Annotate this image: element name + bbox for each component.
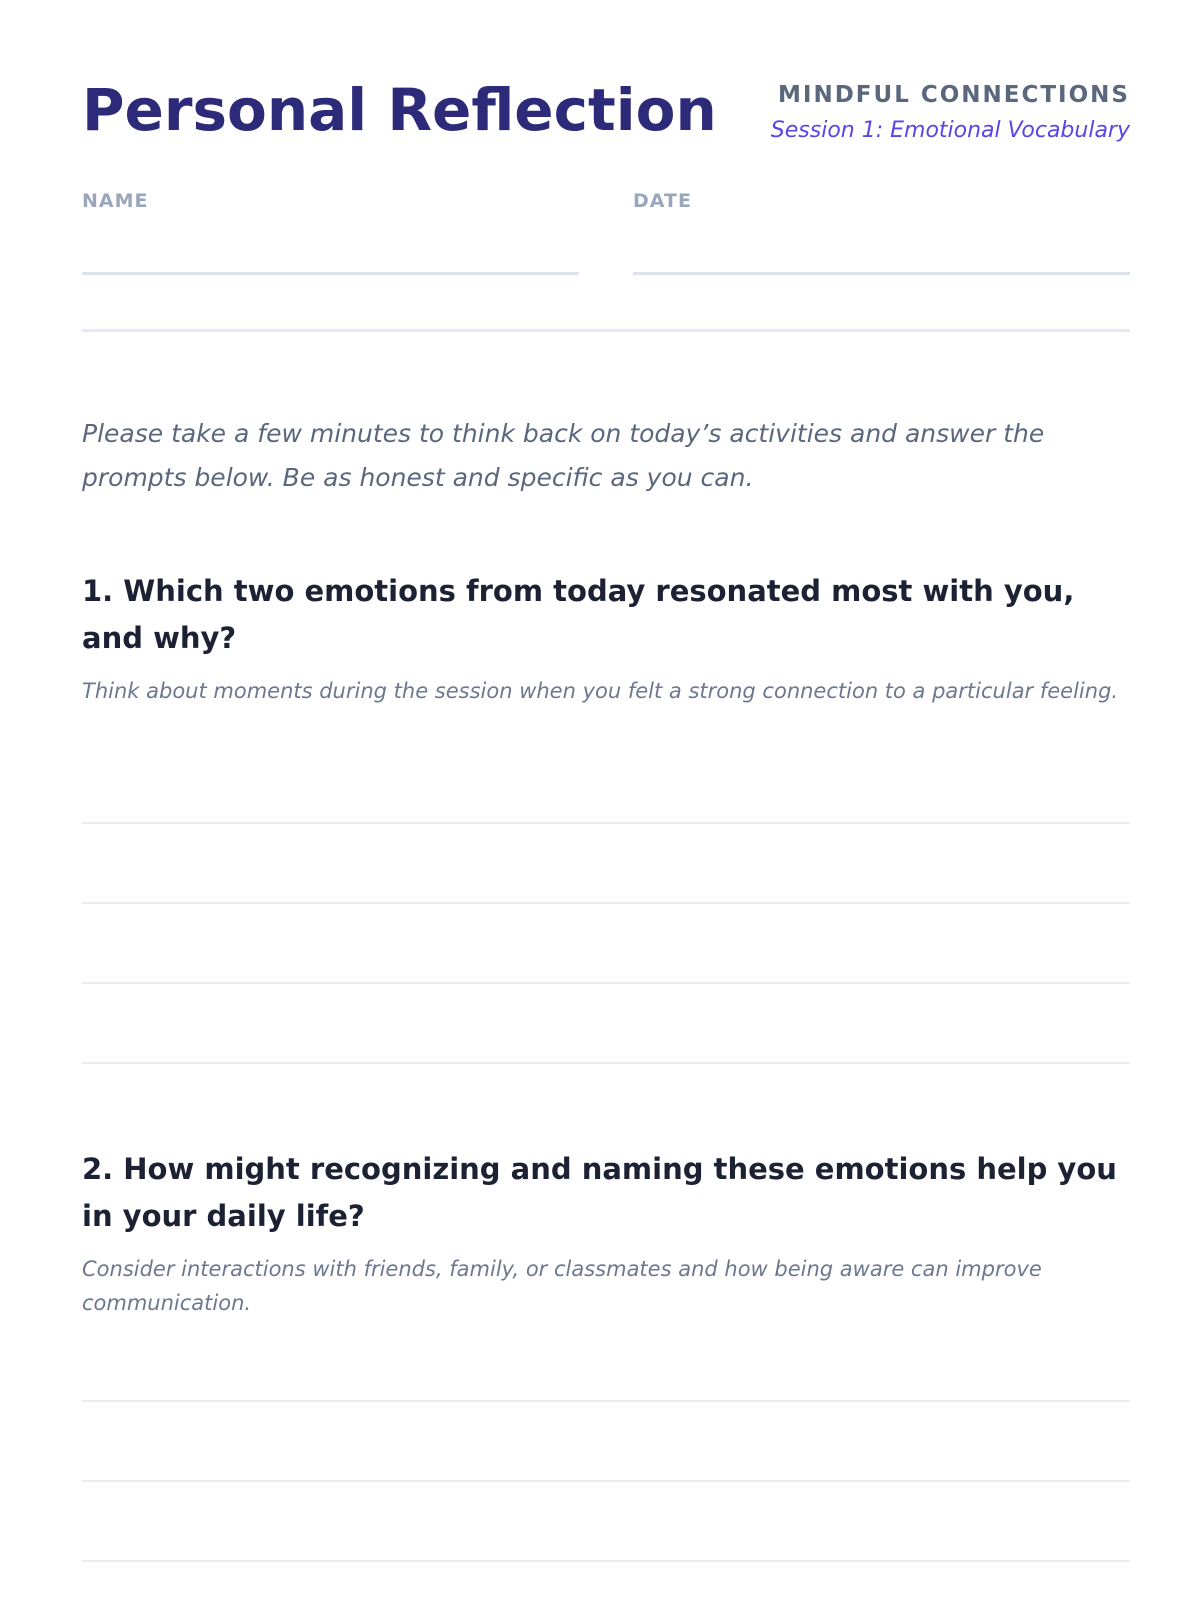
worksheet-page bbox=[82, 0, 1130, 280]
question-2 bbox=[82, 1146, 1130, 1320]
answer-line-q1-2[interactable] bbox=[82, 902, 1130, 904]
question-1 bbox=[82, 568, 1130, 708]
answer-line-q2-3[interactable] bbox=[82, 1560, 1130, 1562]
session-subtitle: Session 1: Emotional Vocabulary bbox=[770, 118, 1130, 143]
question-2-hint: Consider interactions with friends, family, or classmates and how being aware can improve communication. bbox=[82, 1257, 1042, 1315]
date-input-line[interactable] bbox=[633, 272, 1130, 275]
question-1-title: 1. Which two emotions from today resonated most with you, and why? bbox=[82, 574, 1075, 655]
answer-line-q1-4[interactable] bbox=[82, 1062, 1130, 1064]
program-name: MINDFUL CONNECTIONS bbox=[778, 82, 1130, 108]
date-field bbox=[633, 190, 1130, 212]
question-2-title: 2. How might recognizing and naming these emotions help you in your daily life? bbox=[82, 1152, 1117, 1233]
date-label: DATE bbox=[633, 190, 692, 212]
answer-line-q1-1[interactable] bbox=[82, 822, 1130, 824]
worksheet-header bbox=[82, 0, 1130, 160]
name-field bbox=[82, 190, 579, 212]
instructions-text: Please take a few minutes to think back on today’s activities and answer the prompts below. Be as honest and specific as you can. bbox=[82, 419, 1045, 492]
question-1-hint: Think about moments during the session when you felt a strong connection to a particular feeling. bbox=[82, 679, 1119, 703]
answer-line-q2-2[interactable] bbox=[82, 1480, 1130, 1482]
answer-line-q1-3[interactable] bbox=[82, 982, 1130, 984]
student-info-fields bbox=[82, 160, 1130, 280]
section-divider bbox=[82, 329, 1130, 332]
page-title: Personal Reflection bbox=[82, 76, 717, 144]
name-input-line[interactable] bbox=[82, 272, 579, 275]
answer-line-q2-1[interactable] bbox=[82, 1400, 1130, 1402]
name-label: NAME bbox=[82, 190, 149, 212]
